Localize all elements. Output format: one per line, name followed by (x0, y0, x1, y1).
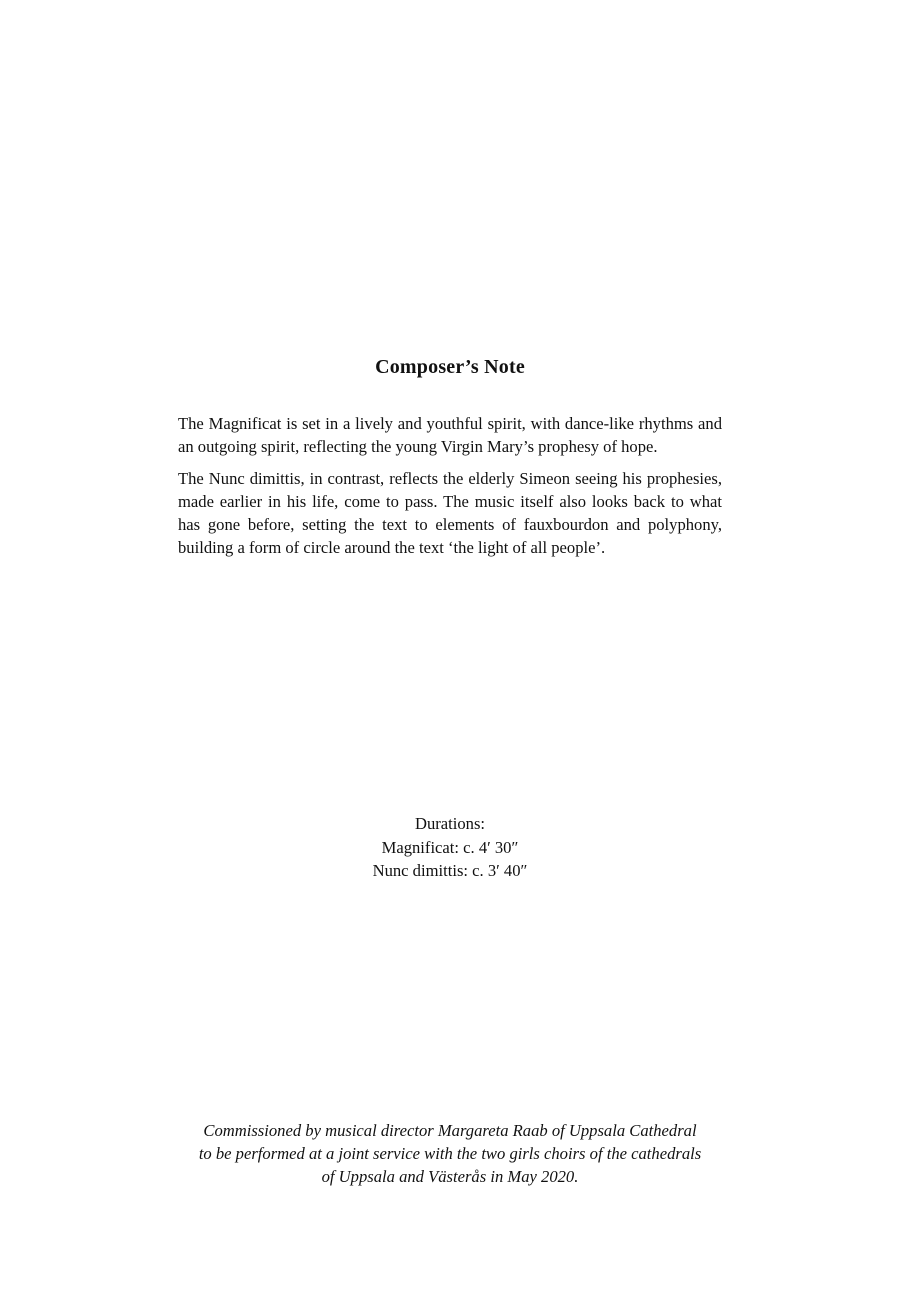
composer-note (178, 412, 722, 568)
commission-line: Commissioned by musical director Margareta Raab of Uppsala Cathedral (203, 1121, 697, 1140)
commission-statement (0, 1119, 900, 1188)
durations-heading: Durations: (414, 814, 486, 833)
note-paragraph: The Nunc dimittis, in contrast, reflects the elderly Simeon seeing his prophesies, made earlier in his life, come to pass. The music itself also looks back to what has gone before, setting the text to elements of fauxbourdon and polyphony, building a form of circle around the text ‘the light of all people’. (178, 469, 722, 557)
duration-item: Magnificat: c. 4′ 30″ (381, 837, 519, 857)
durations-block (0, 812, 900, 883)
note-paragraph: The Magnificat is set in a lively and youthful spirit, with dance-like rhythms and an outgoing spirit, reflecting the young Virgin Mary’s prophesy of hope. (178, 414, 722, 456)
commission-line: of Uppsala and Västerås in May 2020. (321, 1167, 579, 1186)
commission-line: to be performed at a joint service with the two girls choirs of the cathedrals (198, 1144, 702, 1163)
duration-item: Nunc dimittis: c. 3′ 40″ (372, 861, 528, 880)
page-title: Composer’s Note (375, 356, 525, 378)
